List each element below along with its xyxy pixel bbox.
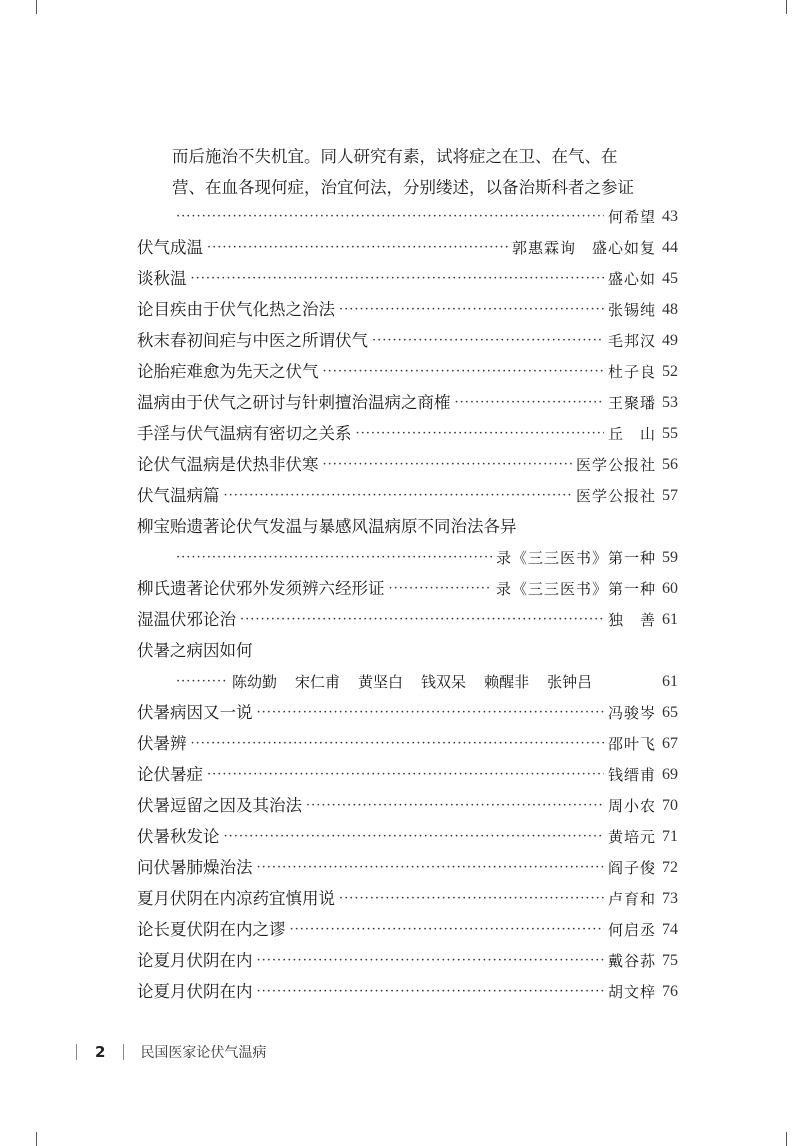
entry-page: 67	[662, 735, 678, 752]
entry-title: 论伏暑症	[137, 765, 203, 784]
entry-page: 56	[662, 456, 678, 473]
entry-title: 夏月伏阴在内凉药宜慎用说	[137, 889, 335, 908]
toc-entry[interactable]	[137, 512, 678, 542]
leader-dots	[224, 481, 572, 511]
entry-title: 论伏气温病是伏热非伏寒	[137, 455, 319, 474]
toc-entry[interactable]	[137, 419, 678, 449]
leader-dots	[240, 605, 604, 635]
entry-author: 盛心如	[607, 270, 656, 288]
entry-author: 张锡纯	[607, 301, 656, 319]
entry-page: 61	[662, 673, 678, 690]
toc-entry[interactable]	[172, 543, 678, 573]
entry-author: 杜子良	[607, 363, 656, 381]
toc-entry[interactable]	[137, 295, 678, 325]
leader-dots	[356, 419, 604, 449]
leader-dots	[455, 388, 604, 418]
toc-entry[interactable]	[137, 388, 678, 418]
leader-dots	[257, 946, 604, 976]
entry-title: 伏暑秋发论	[137, 827, 220, 846]
entry-author: 胡文梓	[607, 983, 656, 1001]
entry-title: 伏暑之病因如何	[137, 641, 253, 660]
entry-title: 湿温伏邪论治	[137, 610, 236, 629]
entry-author: 黄培元	[607, 828, 656, 846]
toc-entry[interactable]	[137, 233, 678, 263]
toc-entry[interactable]	[172, 202, 678, 232]
leader-dots	[257, 698, 604, 728]
entry-title: 谈秋温	[137, 269, 187, 288]
toc-entry[interactable]	[137, 853, 678, 883]
entry-title: 秋末春初间疟与中医之所谓伏气	[137, 331, 368, 350]
entry-page: 57	[662, 487, 678, 504]
entry-title: 论长夏伏阴在内之谬	[137, 920, 286, 939]
entry-page: 45	[662, 270, 678, 287]
entry-page: 53	[662, 394, 678, 411]
toc-entry[interactable]	[172, 667, 678, 697]
toc-entry[interactable]	[137, 760, 678, 790]
entry-author: 王聚璠	[607, 394, 656, 412]
entry-author: 宋仁甫	[295, 673, 341, 691]
entry-author: 陈幼勤	[232, 673, 278, 691]
leader-dots	[323, 357, 604, 387]
entry-author: 郭惠霖询 盛心如复	[511, 239, 656, 257]
entry-title: 论胎疟难愈为先天之伏气	[137, 362, 319, 381]
page-footer	[76, 1040, 266, 1064]
entry-title: 柳宝贻遗著论伏气发温与暴感风温病原不同治法各异	[137, 517, 517, 536]
entry-author: 戴谷荪	[607, 952, 656, 970]
entry-author: 张钟吕	[547, 673, 593, 691]
entry-author: 录《三三医书》第一种	[495, 580, 656, 598]
leader-dots	[191, 729, 604, 759]
entry-author: 医学公报社	[575, 456, 656, 474]
entry-author: 阎子俊	[607, 859, 656, 877]
toc-entry[interactable]	[137, 450, 678, 480]
footer-divider	[123, 1044, 124, 1060]
leader-dots	[207, 233, 508, 263]
entry-author: 赖醒非	[484, 673, 530, 691]
toc-entry[interactable]	[137, 357, 678, 387]
entry-page: 44	[662, 239, 678, 256]
leader-dots	[372, 326, 604, 356]
entry-author: 医学公报社	[575, 487, 656, 505]
toc-entry[interactable]	[137, 574, 678, 604]
toc-entry[interactable]	[137, 791, 678, 821]
leader-dots	[176, 202, 604, 232]
entry-page: 65	[662, 704, 678, 721]
entry-page: 73	[662, 890, 678, 907]
entry-page: 76	[662, 983, 678, 1000]
footer-page-number: 2	[95, 1043, 106, 1061]
entry-author: 黄坚白	[358, 673, 404, 691]
footer-book-title: 民国医家论伏气温病	[140, 1045, 267, 1061]
entry-author-list	[232, 667, 592, 697]
entry-page: 69	[662, 766, 678, 783]
toc-entry[interactable]	[137, 481, 678, 511]
leader-dots	[257, 853, 604, 883]
leader-dots	[191, 264, 604, 294]
entry-title: 伏暑病因又一说	[137, 703, 253, 722]
toc-entry[interactable]	[137, 884, 678, 914]
footer-divider	[76, 1044, 77, 1060]
leader-dots	[176, 543, 492, 573]
entry-page: 43	[662, 208, 678, 225]
entry-author: 独 善	[607, 611, 656, 629]
leader-dots	[323, 450, 572, 480]
entry-author: 冯骏岑	[607, 704, 656, 722]
entry-title: 伏暑逗留之因及其治法	[137, 796, 302, 815]
entry-title: 问伏暑肺燥治法	[137, 858, 253, 877]
toc-entry[interactable]	[137, 946, 678, 976]
entry-title: 柳氏遗著论伏邪外发须辨六经形证	[137, 579, 385, 598]
entry-title: 论目疾由于伏气化热之治法	[137, 300, 335, 319]
toc-entry[interactable]	[137, 698, 678, 728]
entry-title: 伏暑辨	[137, 734, 187, 753]
entry-page: 52	[662, 363, 678, 380]
entry-page: 61	[662, 611, 678, 628]
leader-dots	[306, 791, 604, 821]
entry-author: 钱缙甫	[607, 766, 656, 784]
entry-page: 48	[662, 301, 678, 318]
entry-page: 75	[662, 952, 678, 969]
entry-author: 钱双呆	[421, 673, 467, 691]
entry-title: 温病由于伏气之研讨与针刺擅治温病之商榷	[137, 393, 451, 412]
entry-author: 录《三三医书》第一种	[495, 549, 656, 567]
entry-author: 周小农	[607, 797, 656, 815]
entry-page: 59	[662, 549, 678, 566]
entry-author: 何希望	[607, 208, 656, 226]
leader-dots	[176, 667, 228, 697]
toc-entry[interactable]	[137, 729, 678, 759]
intro-line-2: 营、在血各现何症，治宜何法，分别缕述，以备治斯科者之参证	[172, 178, 634, 197]
toc-entry[interactable]	[137, 977, 678, 1007]
entry-page: 55	[662, 425, 678, 442]
toc-entry[interactable]	[137, 915, 678, 945]
leader-dots	[207, 760, 604, 790]
leader-dots	[339, 295, 604, 325]
entry-title: 伏气温病篇	[137, 486, 220, 505]
entry-page: 70	[662, 797, 678, 814]
entry-author: 毛邦汉	[607, 332, 656, 350]
intro-line-1: 而后施治不失机宜。同人研究有素，试将症之在卫、在气、在	[172, 147, 618, 166]
entry-page: 60	[662, 580, 678, 597]
toc-entry[interactable]	[137, 822, 678, 852]
leader-dots	[389, 574, 492, 604]
entry-page: 74	[662, 921, 678, 938]
entry-author: 卢育和	[607, 890, 656, 908]
entry-title: 伏气成温	[137, 238, 203, 257]
leader-dots	[257, 977, 604, 1007]
toc-entry[interactable]	[137, 264, 678, 294]
entry-title: 论夏月伏阴在内	[137, 982, 253, 1001]
entry-author: 邵叶飞	[607, 735, 656, 753]
toc-entry[interactable]	[137, 605, 678, 635]
toc-entry[interactable]	[137, 636, 678, 666]
entry-title: 论夏月伏阴在内	[137, 951, 253, 970]
leader-dots	[224, 822, 604, 852]
leader-dots	[339, 884, 604, 914]
entry-author: 何启丞	[607, 921, 656, 939]
entry-page: 71	[662, 828, 678, 845]
entry-page: 49	[662, 332, 678, 349]
entry-title: 手淫与伏气温病有密切之关系	[137, 424, 352, 443]
entry-page: 72	[662, 859, 678, 876]
leader-dots	[290, 915, 604, 945]
toc-entry[interactable]	[137, 326, 678, 356]
entry-author: 丘 山	[607, 425, 656, 443]
